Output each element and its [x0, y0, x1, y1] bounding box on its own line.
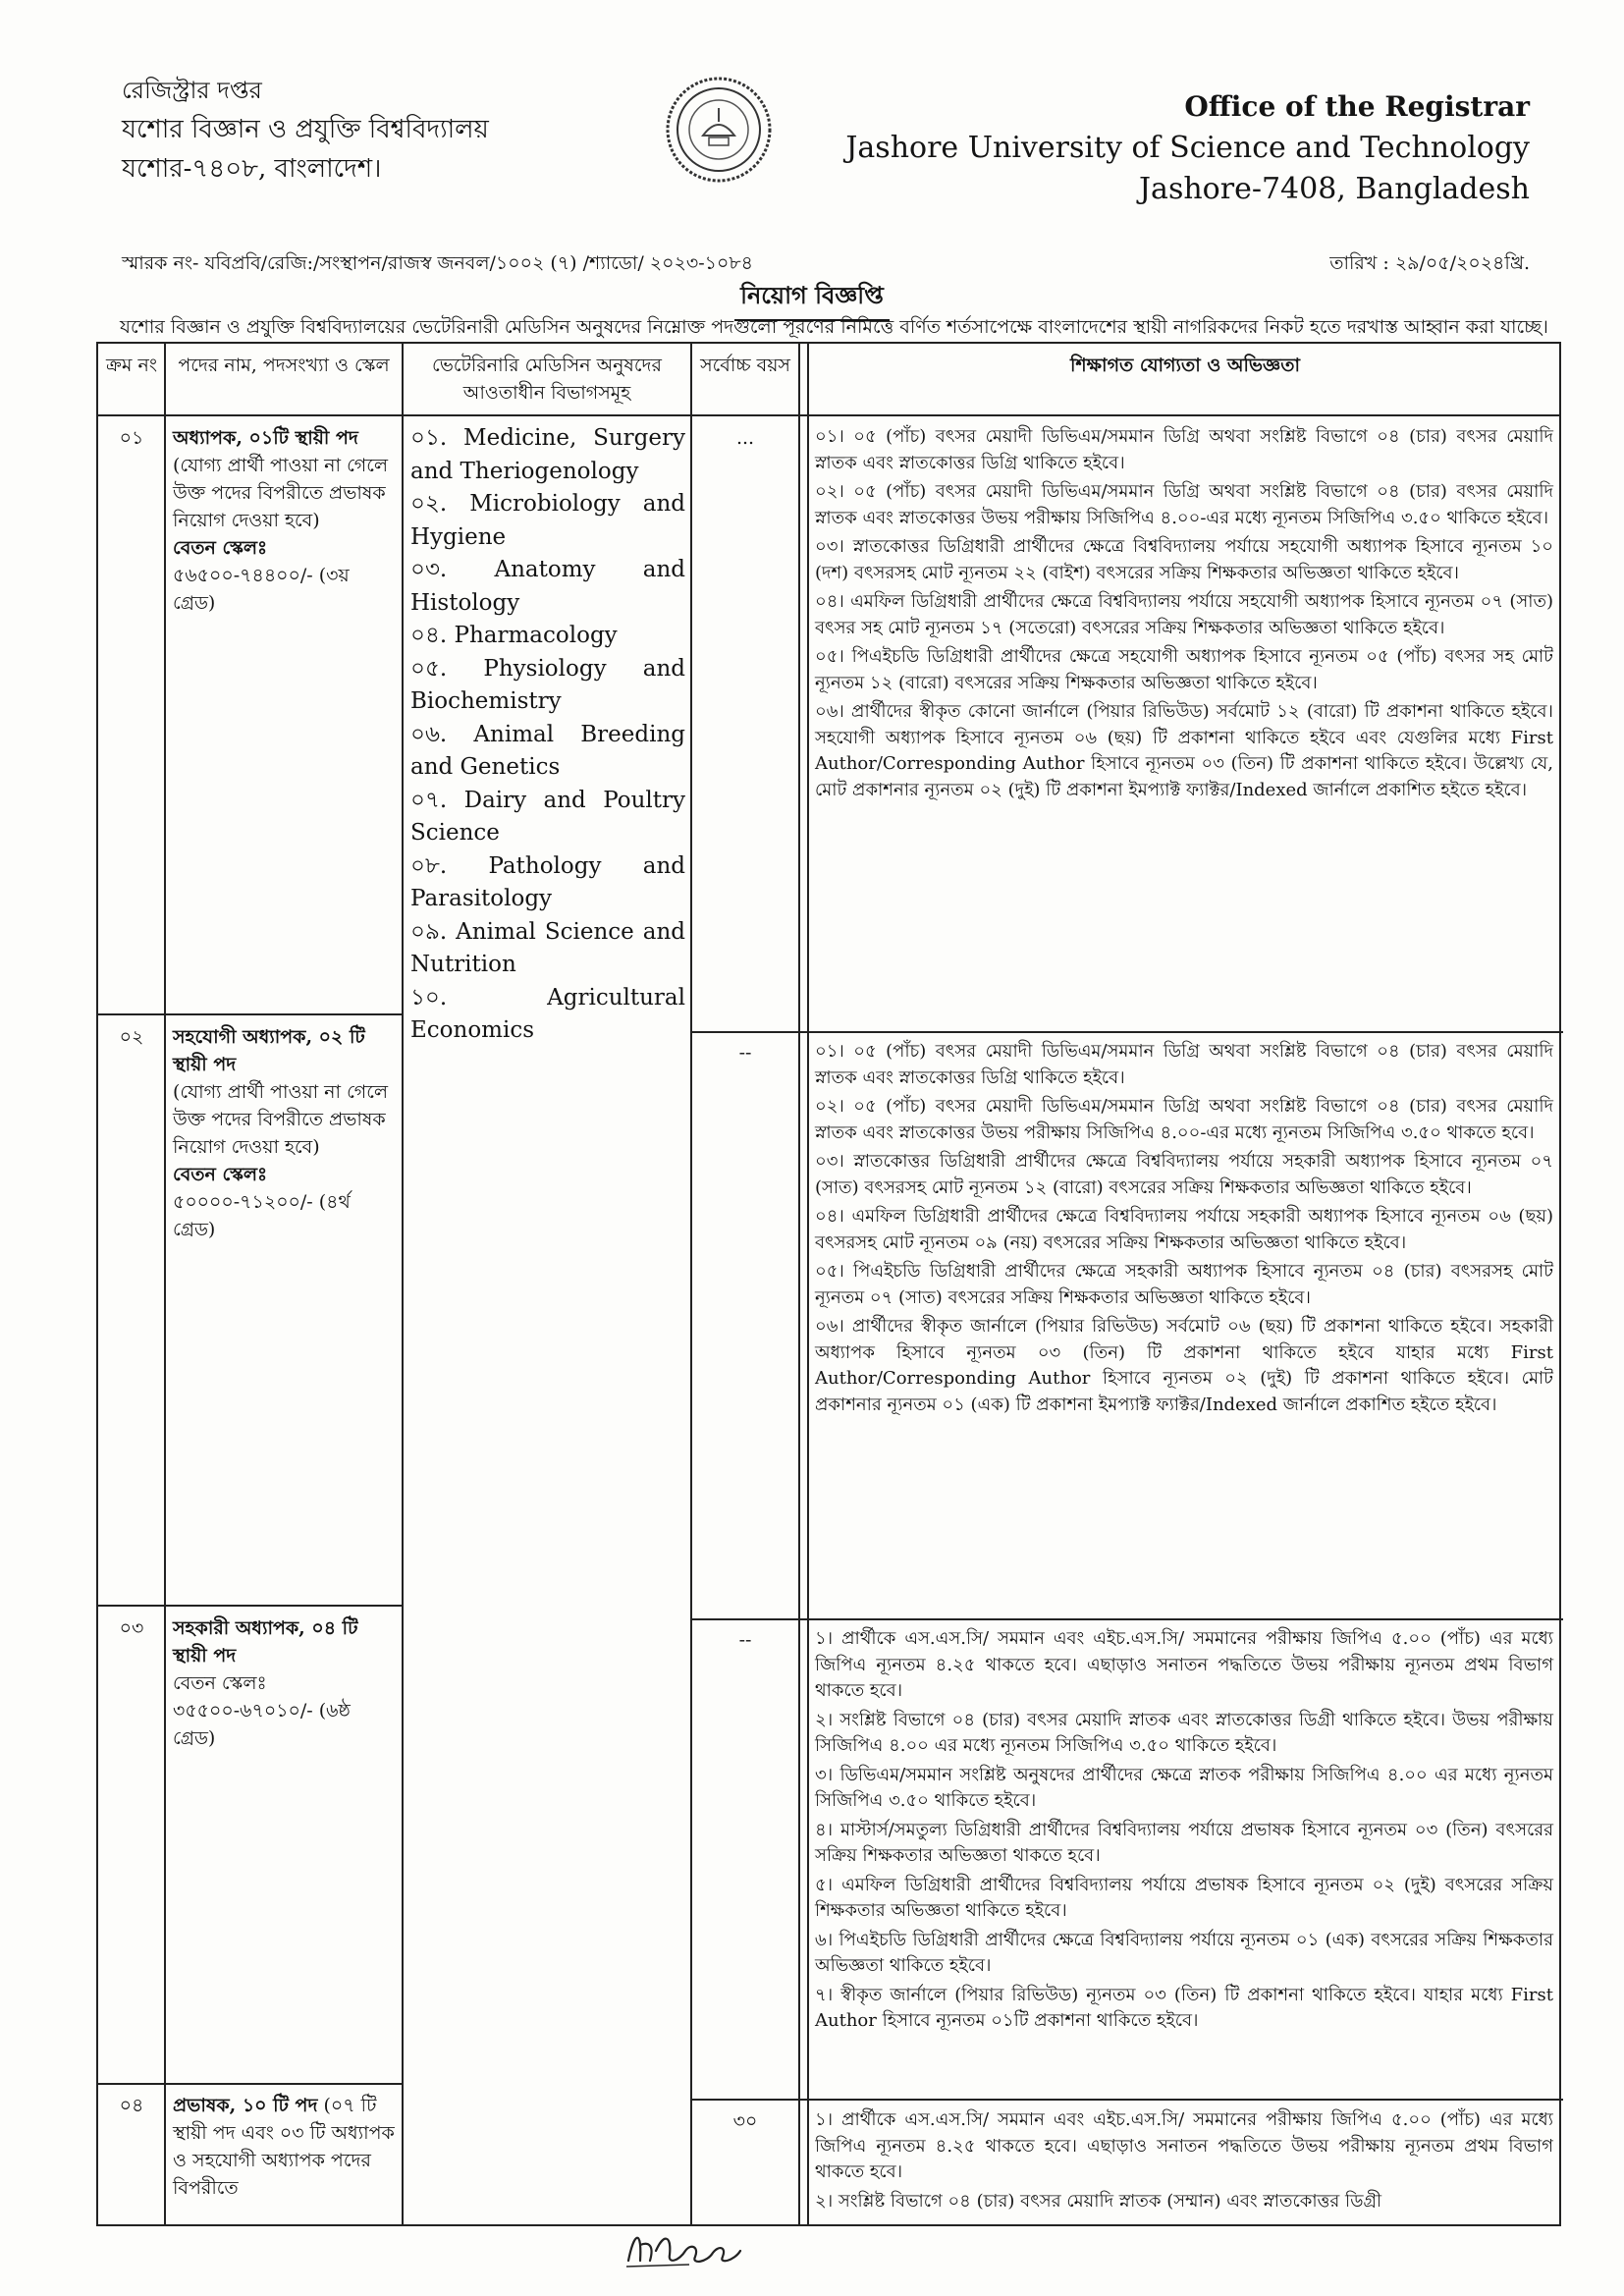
qualification-item: ১। প্রার্থীকে এস.এস.সি/ সমমান এবং এইচ.এস.সি/ সমমানের পরীক্ষায় জিপিএ ৫.০০ (পাঁচ) এর মধ্যে জিপিএ ন্যূনতম ৪.২৫ থাকতে হবে। এছাড়াও সনাতন পদ্ধতিতে উভয় পরীক্ষায় ন্যূনতম প্রথম বিভাগ থাকতে হবে। [815, 2109, 1553, 2182]
max-age: ... [735, 427, 755, 449]
qualification-item: ০৪। এমফিল ডিগ্রিধারী প্রার্থীদের ক্ষেত্রে বিশ্ববিদ্যালয় পর্যায়ে সহকারী অধ্যাপক হিসাবে ন্যূনতম ০৬ (ছয়) বৎসরসহ মোট ন্যূনতম ০৯ (নয়) বৎসরের সক্রিয় শিক্ষকতার অভিজ্ঞতা থাকিতে হইবে। [815, 1206, 1553, 1253]
qualification-item: ২। সংশ্লিষ্ট বিভাগে ০৪ (চার) বৎসর মেয়াদি স্নাতক (সম্মান) এবং স্নাতকোত্তর ডিগ্রী [815, 2190, 1382, 2212]
header-bangla [122, 71, 489, 189]
max-age: -- [738, 1629, 752, 1651]
pay-scale-value: ৩৫৫০০-৬৭০১০/- (৬ষ্ঠ গ্রেড) [173, 1700, 351, 1749]
qualification-item: ০১। ০৫ (পাঁচ) বৎসর মেয়াদী ডিভিএম/সমমান ডিগ্রি অথবা সংশ্লিষ্ট বিভাগে ০৪ (চার) বৎসর মেয়াদি স্নাতক এবং স্নাতকোত্তর ডিগ্রি থাকিতে হইবে। [815, 426, 1553, 473]
header-post: পদের নাম, পদসংখ্যা ও স্কেল [178, 355, 390, 376]
department-item: ০১. Medicine, Surgery and Theriogenology [410, 425, 685, 484]
pay-scale-value: ৫৬৫০০-৭৪৪০০/- (৩য় গ্রেড) [173, 565, 350, 614]
qualification-item: ০৬। প্রার্থীদের স্বীকৃত জার্নালে (পিয়ার রিভিউড) সর্বমোট ০৬ (ছয়) টি প্রকাশনা থাকিতে হইবে। সহকারী অধ্যাপক হিসাবে ন্যূনতম ০৩ (তিন) টি প্রকাশনা থাকিতে হইবে যাহার মধ্যে First Author/Corresponding Author হিসাবে ন্যূনতম ০২ (দুই) টি প্রকাশনা থাকিতে হইবে। মোট প্রকাশনার ন্যূনতম ০১ (এক) টি প্রকাশনা ইমপ্যাক্ট ফ্যাক্টর/Indexed জার্নালে প্রকাশিত হইতে হইবে। [815, 1316, 1553, 1415]
pay-scale-label: বেতন স্কেলঃ [173, 537, 268, 559]
qualification-item: ৭। স্বীকৃত জার্নালে (পিয়ার রিভিউড) ন্যূনতম ০৩ (তিন) টি প্রকাশনা থাকিতে হইবে। যাহার মধ্যে First Author হিসাবে ন্যূনতম ০১টি প্রকাশনা থাকিতে হইবে। [815, 1984, 1553, 2031]
department-item: ০৫. Physiology and Biochemistry [410, 655, 685, 714]
qualification-item: ০১। ০৫ (পাঁচ) বৎসর মেয়াদী ডিভিএম/সমমান ডিগ্রি অথবা সংশ্লিষ্ট বিভাগে ০৪ (চার) বৎসর মেয়াদি স্নাতক এবং স্নাতকোত্তর ডিগ্রি থাকিতে হইবে। [815, 1041, 1553, 1088]
memo-reference: স্মারক নং- যবিপ্রবি/রেজি:/সংস্থাপন/রাজস্ব জনবল/১০০২ (৭) /শ্যাডো/ ২০২৩-১০৮৪ [122, 252, 753, 274]
department-item: ০৩. Anatomy and Histology [410, 557, 685, 616]
qualification-item: ০৫। পিএইচডি ডিগ্রিধারী প্রার্থীদের ক্ষেত্রে সহযোগী অধ্যাপক হিসাবে ন্যূনতম ০৫ (পাঁচ) বৎসর সহ মোট ন্যূনতম ১২ (বারো) বৎসরের সক্রিয় শিক্ষকতার অভিজ্ঞতা থাকিতে হইবে। [815, 646, 1553, 693]
department-item: ০২. Microbiology and Hygiene [410, 491, 685, 550]
university-address-en: Jashore-7408, Bangladesh [1139, 172, 1530, 206]
max-age: ৩০ [732, 2110, 758, 2132]
department-item: ০৭. Dairy and Poultry Science [410, 787, 685, 846]
qualification-item: ৬। পিএইচডি ডিগ্রিধারী প্রার্থীদের ক্ষেত্রে বিশ্ববিদ্যালয় পর্যায়ে ন্যূনতম ০১ (এক) বৎসরের সক্রিয় শিক্ষকতার অভিজ্ঞতা থাকিতে হইবে। [815, 1929, 1553, 1976]
header-qualification: শিক্ষাগত যোগ্যতা ও অভিজ্ঞতা [1069, 355, 1300, 376]
qualification-cell [815, 2107, 1553, 2217]
university-seal-logo [664, 75, 774, 185]
university-name-bn: যশোর বিজ্ঞান ও প্রযুক্তি বিশ্ববিদ্যালয় [122, 115, 489, 144]
post-note: (যোগ্য প্রার্থী পাওয়া না গেলে উক্ত পদের বিপরীতে প্রভাষক নিয়োগ দেওয়া হবে) [173, 455, 389, 531]
department-item: ০৯. Animal Science and Nutrition [410, 918, 685, 977]
row-serial: ০২ [119, 1026, 144, 1048]
department-item: ০৮. Pathology and Parasitology [410, 852, 685, 911]
qualification-item: ০৩। স্নাতকোত্তর ডিগ্রিধারী প্রার্থীদের ক্ষেত্রে বিশ্ববিদ্যালয় পর্যায়ে সহযোগী অধ্যাপক হিসাবে ন্যূনতম ১০ (দশ) বৎসরসহ মোট ন্যূনতম ২২ (বাইশ) বৎসরের সক্রিয় শিক্ষকতার অভিজ্ঞতা থাকিতে হইবে। [815, 536, 1553, 583]
post-note: (যোগ্য প্রার্থী পাওয়া না গেলে উক্ত পদের বিপরীতে প্রভাষক নিয়োগ দেওয়া হবে) [173, 1081, 389, 1158]
page-title: নিয়োগ বিজ্ঞপ্তি [734, 278, 890, 321]
qualification-item: ০৫। পিএইচডি ডিগ্রিধারী প্রার্থীদের ক্ষেত্রে সহকারী অধ্যাপক হিসাবে ন্যূনতম ০৪ (চার) বৎসরসহ মোট ন্যূনতম ০৭ (সাত) বৎসরের সক্রিয় শিক্ষকতার অভিজ্ঞতা থাকিতে হইবে। [815, 1261, 1553, 1308]
row-serial: ০১ [119, 427, 144, 449]
office-name-bn: রেজিস্ট্রার দপ্তর [122, 77, 262, 104]
qualification-item: ১। প্রার্থীকে এস.এস.সি/ সমমান এবং এইচ.এস.সি/ সমমানের পরীক্ষায় জিপিএ ৫.০০ (পাঁচ) এর মধ্যে জিপিএ ন্যূনতম ৪.২৫ থাকতে হবে। এছাড়াও সনাতন পদ্ধতিতে উভয় পরীক্ষায় ন্যূনতম প্রথম বিভাগ থাকতে হবে। [815, 1628, 1553, 1701]
post-title: সহযোগী অধ্যাপক, ০২ টি স্থায়ী পদ [173, 1026, 365, 1075]
post-title: সহকারী অধ্যাপক, ০৪ টি স্থায়ী পদ [173, 1617, 358, 1667]
departments-list [410, 422, 685, 1048]
row-serial: ০৪ [119, 2095, 144, 2116]
department-item: ০৬. Animal Breeding and Genetics [410, 721, 685, 780]
post-cell [173, 2092, 397, 2202]
intro-paragraph: যশোর বিজ্ঞান ও প্রযুক্তি বিশ্ববিদ্যালয়ের ভেটেরিনারী মেডিসিন অনুষদের নিম্নোক্ত পদগুলো পূরণের নিমিত্তে বর্ণিত শর্তসাপেক্ষে বাংলাদেশের স্থায়ী নাগরিকদের নিকট হতে দরখাস্ত আহ্বান করা যাচ্ছে। [120, 316, 1548, 338]
post-title: প্রভাষক, ১০ টি পদ [173, 2095, 318, 2116]
pay-scale-value: ৫০০০০-৭১২০০/- (৪র্থ গ্রেড) [173, 1191, 351, 1240]
qualification-item: ০২। ০৫ (পাঁচ) বৎসর মেয়াদী ডিভিএম/সমমান ডিগ্রি অথবা সংশ্লিষ্ট বিভাগে ০৪ (চার) বৎসর মেয়াদি স্নাতক এবং স্নাতকোত্তর উভয় পরীক্ষায় সিজিপিএ ৪.০০-এর মধ্যে ন্যূনতম সিজিপিএ ৩.৫০ থাকিতে হইবে। [815, 481, 1553, 528]
qualification-item: ৪। মাস্টার্স/সমতুল্য ডিগ্রিধারী প্রার্থীদের বিশ্ববিদ্যালয় পর্যায়ে প্রভাষক হিসাবে ন্যূনতম ০৩ (তিন) বৎসরের সক্রিয় শিক্ষকতার অভিজ্ঞতা থাকতে হবে। [815, 1819, 1553, 1866]
qualification-item: ৫। এমফিল ডিগ্রিধারী প্রার্থীদের বিশ্ববিদ্যালয় পর্যায়ে প্রভাষক হিসাবে ন্যূনতম ০২ (দুই) বৎসরের সক্রিয় শিক্ষকতার অভিজ্ঞতা থাকিতে হইবে। [815, 1874, 1553, 1921]
office-name-en: Office of the Registrar [1184, 90, 1530, 123]
qualification-cell [815, 424, 1553, 806]
post-cell [173, 1614, 397, 1752]
header-departments: ভেটেরিনারি মেডিসিন অনুষদের আওতাধীন বিভাগসমূহ [432, 355, 662, 404]
department-item: ০৪. Pharmacology [410, 623, 618, 648]
qualification-cell [815, 1626, 1553, 2038]
pay-scale-label: বেতন স্কেলঃ [173, 1672, 267, 1694]
pay-scale-label: বেতন স্কেলঃ [173, 1164, 268, 1185]
qualification-item: ৩। ডিভিএম/সমমান সংশ্লিষ্ট অনুষদের প্রার্থীদের ক্ষেত্রে স্নাতক পরীক্ষায় সিজিপিএ ৪.০০ এর মধ্যে ন্যূনতম সিজিপিএ ৩.৫০ থাকিতে হইবে। [815, 1764, 1553, 1811]
max-age: -- [738, 1042, 752, 1064]
post-cell [173, 424, 397, 617]
header-english [845, 86, 1530, 210]
department-item: ১০. Agricultural Economics [410, 984, 685, 1043]
qualification-item: ০৬। প্রার্থীদের স্বীকৃত কোনো জার্নালে (পিয়ার রিভিউড) সর্বমোট ১২ (বারো) টি প্রকাশনা থাকিতে হইবে। সহযোগী অধ্যাপক হিসাবে ন্যূনতম ০৬ (ছয়) টি প্রকাশনা থাকিতে হইবে এবং যেগুলির মধ্যে First Author/Corresponding Author হিসাবে ন্যূনতম ০৩ (তিন) টি প্রকাশনা থাকিতে হইবে। উল্লেখ্য যে, মোট প্রকাশনার ন্যূনতম ০২ (দুই) টি প্রকাশনা ইমপ্যাক্ট ফ্যাক্টর/Indexed জার্নালে প্রকাশিত হইতে হইবে। [815, 701, 1553, 800]
qualification-item: ০৪। এমফিল ডিগ্রিধারী প্রার্থীদের ক্ষেত্রে বিশ্ববিদ্যালয় পর্যায়ে সহযোগী অধ্যাপক হিসাবে ন্যূনতম ০৭ (সাত) বৎসর সহ মোট ন্যূনতম ১৭ (সতেরো) বৎসরের সক্রিয় শিক্ষকতার অভিজ্ঞতা থাকিতে হইবে। [815, 591, 1553, 638]
qualification-item: ০২। ০৫ (পাঁচ) বৎসর মেয়াদী ডিভিএম/সমমান ডিগ্রি অথবা সংশ্লিষ্ট বিভাগে ০৪ (চার) বৎসর মেয়াদি স্নাতক এবং স্নাতকোত্তর উভয় পরীক্ষায় সিজিপিএ ৪.০০-এর মধ্যে ন্যূনতম সিজিপিএ ৩.৫০ থাকতে হবে। [815, 1096, 1553, 1143]
university-name-en: Jashore University of Science and Technology [845, 131, 1530, 165]
qualification-cell [815, 1039, 1553, 1421]
signature [621, 2221, 748, 2276]
header-age: সর্বোচ্চ বয়স [700, 355, 790, 376]
recruitment-table [96, 342, 1561, 2226]
qualification-item: ০৩। স্নাতকোত্তর ডিগ্রিধারী প্রার্থীদের ক্ষেত্রে বিশ্ববিদ্যালয় পর্যায়ে সহকারী অধ্যাপক হিসাবে ন্যূনতম ০৭ (সাত) বৎসরসহ মোট ন্যূনতম ১২ (বারো) বৎসরের সক্রিয় শিক্ষকতার অভিজ্ঞতা থাকিতে হইবে। [815, 1151, 1553, 1198]
row-serial: ০৩ [119, 1617, 144, 1639]
qualification-item: ২। সংশ্লিষ্ট বিভাগে ০৪ (চার) বৎসর মেয়াদি স্নাতক এবং স্নাতকোত্তর ডিগ্রী থাকিতে হইবে। উভয় পরীক্ষায় সিজিপিএ ৪.০০ এর মধ্যে ন্যূনতম সিজিপিএ ৩.৫০ থাকিতে হইবে। [815, 1709, 1553, 1756]
post-cell [173, 1023, 397, 1243]
post-note: (০৭ টি স্থায়ী পদ এবং ০৩ টি অধ্যাপক ও সহযোগী অধ্যাপক পদের বিপরীতে [173, 2095, 395, 2199]
header-serial: ক্রম নং [106, 355, 157, 376]
post-title: অধ্যাপক, ০১টি স্থায়ী পদ [173, 427, 358, 449]
university-address-bn: যশোর-৭৪০৮, বাংলাদেশ। [122, 154, 382, 184]
memo-date: তারিখ : ২৯/০৫/২০২৪খ্রি. [1329, 252, 1530, 274]
